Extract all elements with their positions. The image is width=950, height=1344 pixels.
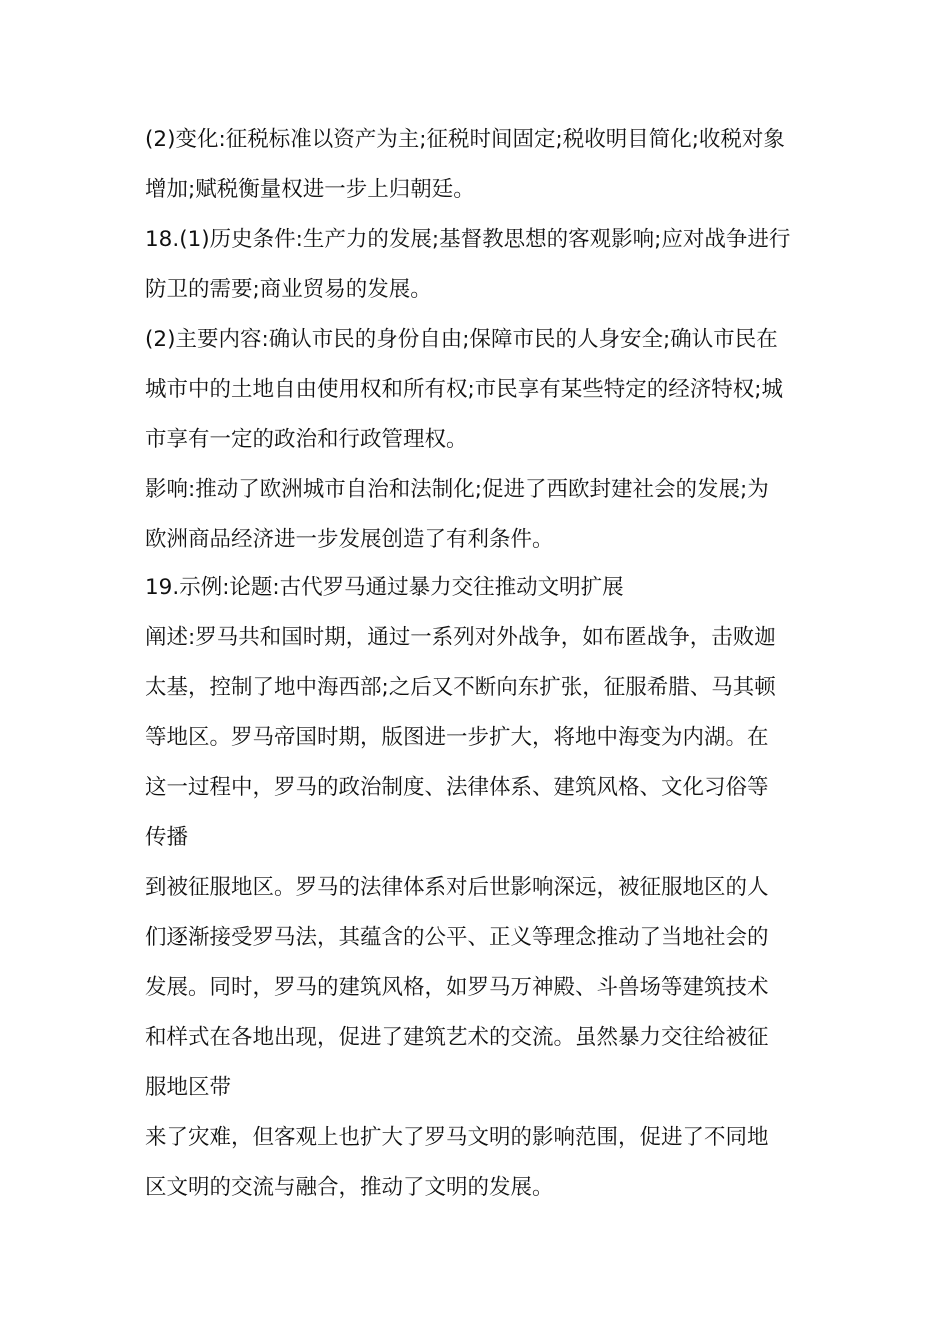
text-line: 市享有一定的政治和行政管理权。 <box>145 427 468 452</box>
text-line: 城市中的土地自由使用权和所有权;市民享有某些特定的经济特权;城 <box>145 377 783 402</box>
text-line: 增加;赋税衡量权进一步上归朝廷。 <box>145 177 475 202</box>
text-line: 影响:推动了欧洲城市自治和法制化;促进了西欧封建社会的发展;为 <box>145 477 769 502</box>
text-line: 和样式在各地出现，促进了建筑艺术的交流。虽然暴力交往给被征 <box>145 1025 769 1050</box>
text-line: (2)变化:征税标准以资产为主;征税时间固定;税收明目简化;收税对象 <box>145 127 785 152</box>
text-line: 服地区带 <box>145 1075 232 1100</box>
text-line: 到被征服地区。罗马的法律体系对后世影响深远，被征服地区的人 <box>145 875 769 900</box>
text-line: 传播 <box>145 825 189 850</box>
text-line: 18.(1)历史条件:生产力的发展;基督教思想的客观影响;应对战争进行 <box>145 227 791 252</box>
text-line: 太基，控制了地中海西部;之后又不断向东扩张，征服希腊、马其顿 <box>145 675 776 700</box>
text-line: 防卫的需要;商业贸易的发展。 <box>145 277 432 302</box>
text-line: 们逐渐接受罗马法，其蕴含的公平、正义等理念推动了当地社会的 <box>145 925 769 950</box>
text-line: 阐述:罗马共和国时期，通过一系列对外战争，如布匿战争，击败迦 <box>145 625 776 650</box>
text-line: 区文明的交流与融合，推动了文明的发展。 <box>145 1175 554 1200</box>
text-line: 等地区。罗马帝国时期，版图进一步扩大，将地中海变为内湖。在 <box>145 725 769 750</box>
text-line: 这一过程中，罗马的政治制度、法律体系、建筑风格、文化习俗等 <box>145 775 769 800</box>
text-line: 发展。同时，罗马的建筑风格，如罗马万神殿、斗兽场等建筑技术 <box>145 975 769 1000</box>
text-line: 来了灾难，但客观上也扩大了罗马文明的影响范围，促进了不同地 <box>145 1125 769 1150</box>
text-line: 19.示例:论题:古代罗马通过暴力交往推动文明扩展 <box>145 575 624 600</box>
text-line: (2)主要内容:确认市民的身份自由;保障市民的人身安全;确认市民在 <box>145 327 778 352</box>
text-line: 欧洲商品经济进一步发展创造了有利条件。 <box>145 527 554 552</box>
